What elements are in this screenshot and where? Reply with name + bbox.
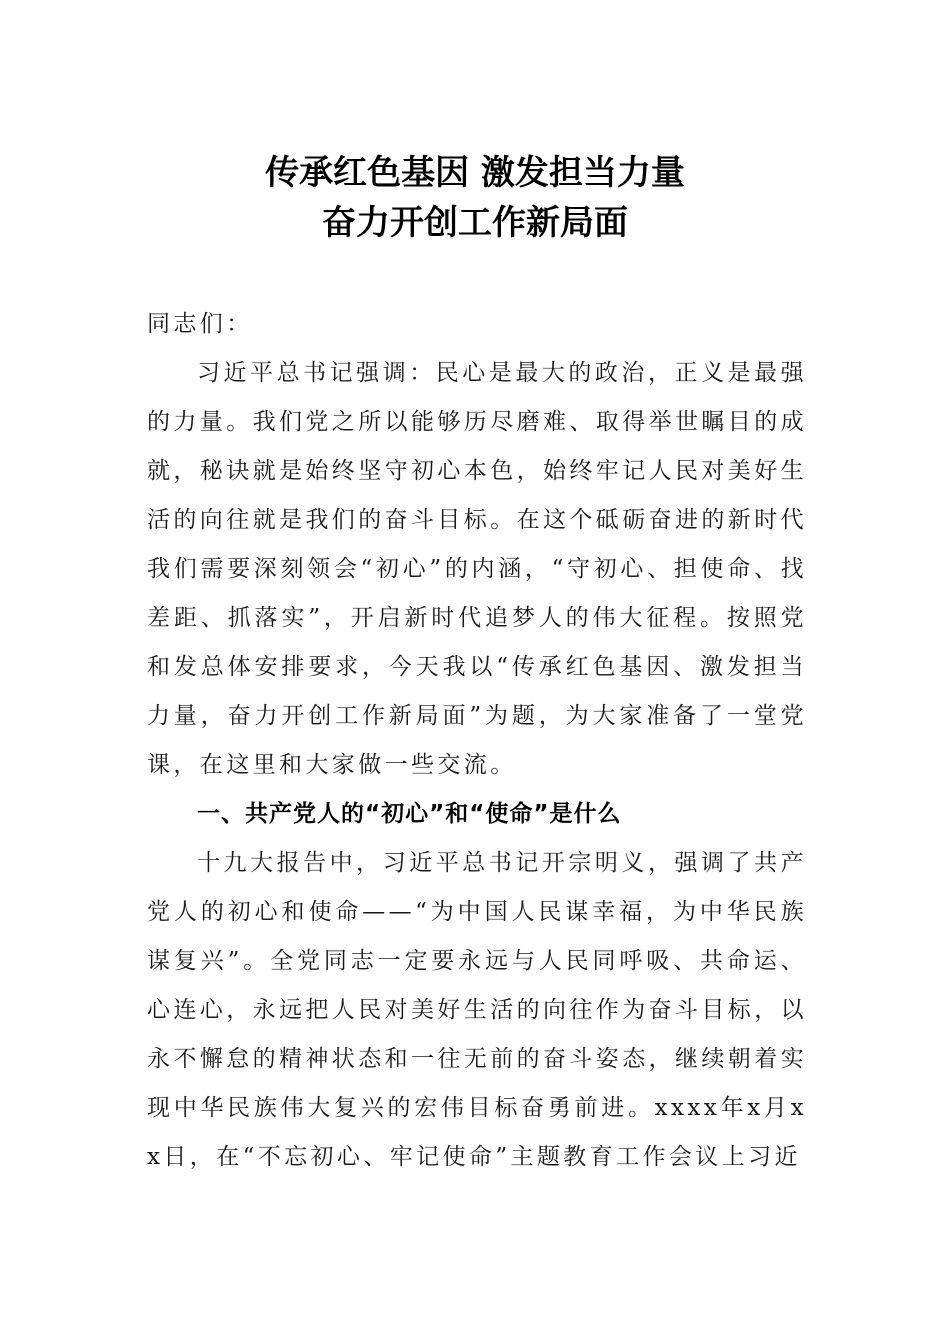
section-heading-1: 一、共产党人的“初心”和“使命”是什么 [197,801,622,827]
salutation: 同志们： [147,311,253,337]
title-line-1: 传承红色基因 激发担当力量 [265,153,685,193]
paragraph-intro: 习近平总书记强调：民心是最大的政治，正义是最强的力量。我们党之所以能够历尽磨难、取得举世瞩目的成就，秘诀就是始终坚守初心本色，始终牢记人民对美好生活的向往就是我们的奋斗目标。在这个砥砺奋进的新时代我们需要深刻领会“初心”的内涵，“守初心、担使命、找差距、抓落实”，开启新时代追梦人的伟大征程。按照党和发总体安排要求，今天我以“传承红色基因、激发担当力量，奋力开创工作新局面”为题，为大家准备了一堂党课，在这里和大家做一些交流。 [147,360,807,778]
document-body [147,300,807,1182]
title-line-2: 奋力开创工作新局面 [322,203,628,243]
document-title [0,148,950,248]
paragraph-section-1: 十九大报告中，习近平总书记开宗明义，强调了共产党人的初心和使命——“为中国人民谋幸福，为中华民族谋复兴”。全党同志一定要永远与人民同呼吸、共命运、心连心，永远把人民对美好生活的向往作为奋斗目标，以永不懈怠的精神状态和一往无前的奋斗姿态，继续朝着实现中华民族伟大复兴的宏伟目标奋勇前进。xxxx年x月xx日，在“不忘初心、牢记使命”主题教育工作会议上习近 [147,850,807,1170]
